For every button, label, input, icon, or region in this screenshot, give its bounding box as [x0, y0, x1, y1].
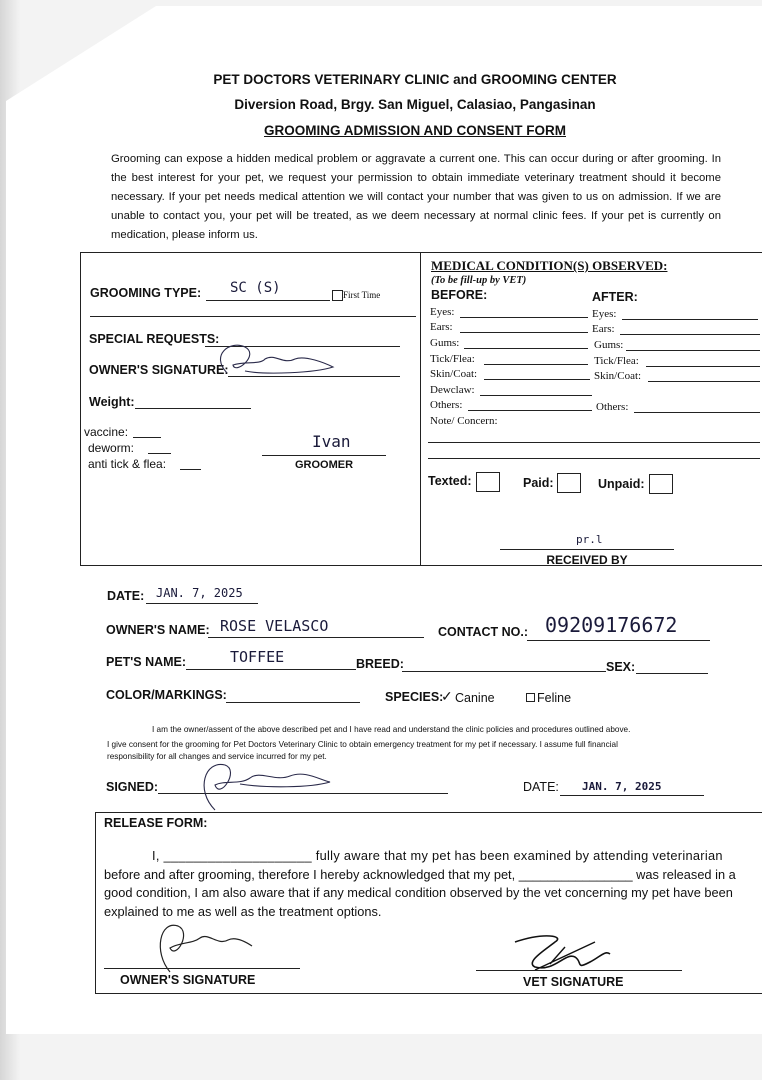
owner-name-value[interactable]: ROSE VELASCO: [220, 617, 329, 635]
release-title: RELEASE FORM:: [104, 816, 208, 830]
consent-text-2: I give consent for the grooming for Pet Doctors Veterinary Clinic to obtain emergency treatment for my pet if necessary. I assume full financial: [107, 740, 618, 749]
weight-label: Weight:: [89, 395, 135, 409]
after-gums-line: [626, 350, 760, 351]
release-text-line-1: I, ____________________ fully aware that my pet has been examined by attending veterinarian: [152, 848, 723, 863]
owner-signature-line: [104, 968, 300, 969]
before-skin-label: Skin/Coat:: [430, 368, 478, 380]
form-title: GROOMING ADMISSION AND CONSENT FORM: [264, 123, 566, 138]
first-time-label: First Time: [343, 290, 381, 300]
release-text-line-3: good condition, I am also aware that if any medical condition observed by the vet concerning my pet have been: [104, 885, 733, 900]
note-line-2: [428, 458, 760, 459]
received-by-value[interactable]: pr.l: [576, 533, 603, 546]
medical-title: MEDICAL CONDITION(S) OBSERVED:: [431, 258, 668, 273]
note-line-1: [428, 442, 760, 443]
before-eyes-label: Eyes:: [430, 306, 455, 318]
canine-label: Canine: [455, 691, 495, 705]
owner-signature-release: [148, 912, 258, 982]
release-text: [104, 847, 756, 921]
breed-label: BREED:: [356, 657, 404, 671]
after-ears-label: Ears:: [592, 323, 615, 335]
before-ears-line: [460, 332, 588, 333]
after-label: AFTER:: [592, 290, 638, 304]
consent-text-3: responsibility for all changes and service incurred for my pet.: [107, 752, 327, 761]
before-dewclaw-line: [480, 395, 592, 396]
owner-name-label: OWNER'S NAME:: [106, 623, 210, 637]
unpaid-checkbox[interactable]: [649, 474, 673, 494]
groomer-line: [262, 455, 386, 456]
release-text-line-2: before and after grooming, therefore I hereby acknowledged that my pet, ________________ was released in a: [104, 866, 736, 882]
owner-name-line: [208, 637, 424, 638]
date2-label: DATE:: [523, 780, 559, 794]
color-markings-label: COLOR/MARKINGS:: [106, 688, 227, 702]
breed-line: [402, 671, 606, 672]
pet-name-line: [186, 669, 356, 670]
clinic-address: Diversion Road, Brgy. San Miguel, Calasiao, Pangasinan: [234, 97, 596, 112]
after-others-line: [634, 412, 760, 413]
anti-tick-line: [180, 469, 201, 470]
vet-signature: [505, 922, 615, 982]
owner-signature-consent: [195, 750, 345, 820]
after-gums-label: Gums:: [594, 339, 624, 351]
sex-line: [636, 673, 708, 674]
color-markings-line: [226, 702, 360, 703]
received-by-line: [500, 549, 674, 550]
feline-checkbox[interactable]: [526, 693, 535, 702]
species-label: SPECIES:: [385, 690, 444, 704]
canine-checkmark-icon[interactable]: ✓: [441, 688, 453, 704]
release-text-line-4: explained to me as well as the treatment options.: [104, 903, 382, 919]
grooming-extra-line: [90, 316, 416, 317]
sex-label: SEX:: [606, 660, 636, 674]
date-line: [146, 603, 258, 604]
vet-signature-line: [476, 970, 682, 971]
after-skin-label: Skin/Coat:: [594, 370, 642, 382]
contact-label: CONTACT NO.:: [438, 625, 529, 639]
special-requests-label: SPECIAL REQUESTS:: [89, 332, 220, 346]
deworm-label: deworm:: [88, 441, 135, 455]
grooming-type-value[interactable]: SC (S): [230, 280, 281, 296]
date2-value[interactable]: JAN. 7, 2025: [582, 780, 662, 793]
before-others-line: [468, 410, 592, 411]
medical-subtitle: (To be fill-up by VET): [431, 275, 527, 286]
contact-line: [527, 640, 710, 641]
panel-divider: [420, 252, 421, 566]
before-skin-line: [484, 379, 590, 380]
before-label: BEFORE:: [431, 288, 488, 302]
owner-signature-label: OWNER'S SIGNATURE: [120, 973, 256, 987]
before-dewclaw-label: Dewclaw:: [430, 384, 475, 396]
pet-name-label: PET'S NAME:: [106, 655, 187, 669]
vaccine-label: vaccine:: [84, 425, 129, 439]
before-gums-label: Gums:: [430, 337, 460, 349]
signed-label: SIGNED:: [106, 780, 159, 794]
after-ears-line: [620, 334, 760, 335]
grooming-type-line: [206, 300, 330, 301]
vaccine-line: [133, 437, 161, 438]
texted-label: Texted:: [428, 474, 472, 488]
texted-checkbox[interactable]: [476, 472, 500, 492]
unpaid-label: Unpaid:: [598, 477, 645, 491]
clinic-name: PET DOCTORS VETERINARY CLINIC and GROOMING CENTER: [213, 72, 617, 87]
feline-label: Feline: [537, 691, 572, 705]
after-tick-label: Tick/Flea:: [594, 355, 639, 367]
deworm-line: [148, 453, 171, 454]
before-ears-label: Ears:: [430, 321, 453, 333]
groomer-value[interactable]: Ivan: [312, 432, 351, 451]
paid-checkbox[interactable]: [557, 473, 581, 493]
before-eyes-line: [460, 317, 588, 318]
paid-label: Paid:: [523, 476, 554, 490]
after-skin-line: [648, 381, 760, 382]
weight-line: [135, 408, 251, 409]
first-time-checkbox[interactable]: [332, 290, 343, 301]
received-by-label: RECEIVED BY: [546, 553, 628, 567]
grooming-type-label: GROOMING TYPE:: [90, 286, 202, 300]
consent-text-1: I am the owner/assent of the above described pet and I have read and understand the clinic policies and procedures outlined above.: [152, 725, 631, 734]
anti-tick-label: anti tick & flea:: [88, 457, 167, 471]
after-eyes-label: Eyes:: [592, 308, 617, 320]
after-eyes-line: [622, 319, 758, 320]
owners-signature-label: OWNER'S SIGNATURE:: [89, 363, 229, 377]
note-concern-label: Note/ Concern:: [430, 415, 498, 427]
owner-signature-top: [205, 335, 345, 385]
before-tick-label: Tick/Flea:: [430, 353, 475, 365]
after-others-label: Others:: [596, 401, 629, 413]
before-others-label: Others:: [430, 399, 463, 411]
date-label: DATE:: [107, 589, 145, 603]
before-tick-line: [484, 364, 588, 365]
vet-signature-label: VET SIGNATURE: [523, 975, 624, 989]
date2-line: [560, 795, 704, 796]
date-value[interactable]: JAN. 7, 2025: [156, 586, 243, 600]
pet-name-value[interactable]: TOFFEE: [230, 648, 285, 666]
intro-paragraph: Grooming can expose a hidden medical problem or aggravate a current one. This can occur during or after grooming. In the best interest for your pet, we request your permission to obtain immediate veterinary treatment should it become necessary. If your pet needs medical attention we will contact your number that was given to us on admission. If we are unable to contact you, your pet will be treated, as we deem necessary at normal clinic fees. If your pet is currently on medication, please inform us.: [111, 153, 721, 241]
after-tick-line: [646, 366, 760, 367]
contact-value[interactable]: 09209176672: [545, 613, 678, 637]
before-gums-line: [464, 348, 588, 349]
groomer-label: GROOMER: [294, 459, 354, 471]
